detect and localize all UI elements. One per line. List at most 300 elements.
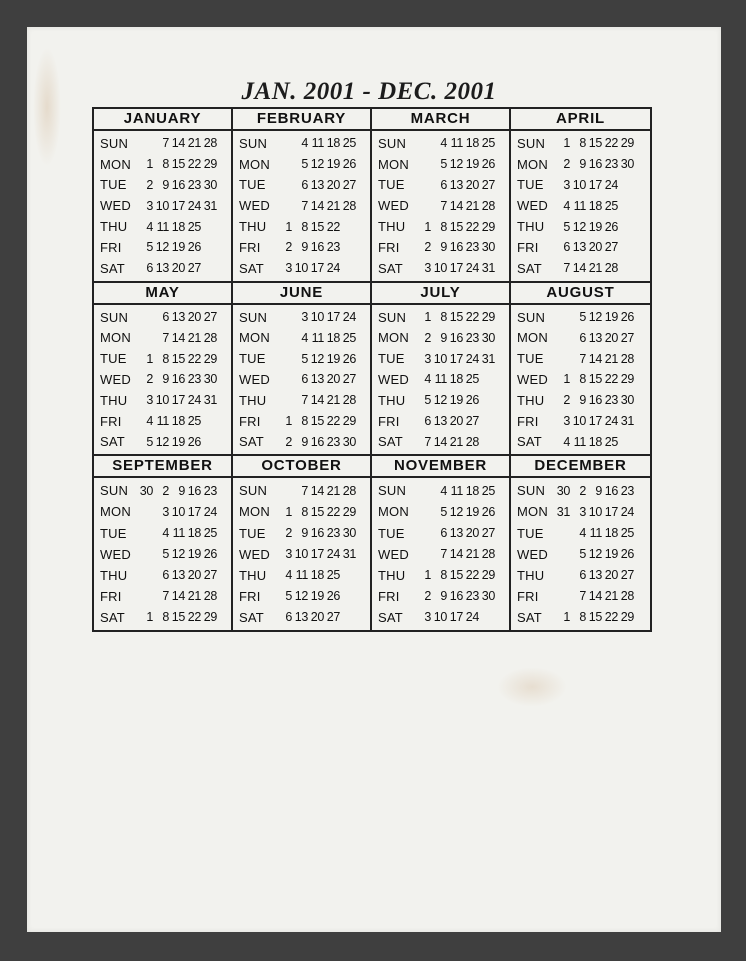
date-number: 21 bbox=[187, 136, 201, 151]
weekday-label: TUE bbox=[378, 177, 405, 193]
date-number: 8 bbox=[162, 157, 169, 172]
date-number: 8 bbox=[440, 219, 447, 234]
date-number: 29 bbox=[342, 414, 356, 429]
date-number: 22 bbox=[187, 157, 201, 172]
date-number: 26 bbox=[187, 434, 201, 449]
date-number: 29 bbox=[620, 372, 634, 387]
date-number: 20 bbox=[326, 372, 340, 387]
date-number: 29 bbox=[203, 351, 217, 366]
date-number: 27 bbox=[342, 372, 356, 387]
date-number: 20 bbox=[326, 177, 340, 192]
date-number: 21 bbox=[326, 483, 340, 498]
date-number: 10 bbox=[155, 393, 169, 408]
date-number: 23 bbox=[465, 240, 479, 255]
weekday-row bbox=[378, 523, 506, 543]
date-number: 3 bbox=[563, 177, 570, 192]
date-number: 22 bbox=[604, 372, 618, 387]
weekday-label: MON bbox=[517, 504, 548, 520]
weekday-label: SUN bbox=[378, 483, 407, 499]
weekday-row bbox=[378, 502, 506, 522]
date-number: 14 bbox=[171, 330, 185, 345]
date-number: 7 bbox=[162, 589, 169, 604]
weekday-row bbox=[239, 349, 367, 369]
date-number: 3 bbox=[563, 414, 570, 429]
date-number: 11 bbox=[589, 526, 602, 541]
weekday-label: MON bbox=[239, 330, 270, 346]
date-number: 1 bbox=[285, 504, 292, 519]
date-number: 16 bbox=[449, 589, 463, 604]
date-number: 8 bbox=[301, 219, 308, 234]
date-number: 15 bbox=[310, 504, 324, 519]
date-number: 18 bbox=[588, 434, 602, 449]
date-number: 29 bbox=[481, 219, 495, 234]
month-name: JANUARY bbox=[94, 109, 231, 131]
date-number: 24 bbox=[203, 504, 217, 519]
date-number: 28 bbox=[342, 483, 356, 498]
date-number: 6 bbox=[285, 610, 292, 625]
date-number: 14 bbox=[572, 261, 586, 276]
date-number: 6 bbox=[440, 177, 447, 192]
weekday-row bbox=[517, 607, 647, 627]
date-number: 30 bbox=[342, 526, 356, 541]
date-number: 29 bbox=[481, 568, 495, 583]
date-number: 29 bbox=[620, 136, 634, 151]
weekday-label: THU bbox=[517, 392, 545, 408]
weekday-row bbox=[239, 175, 367, 195]
date-number: 10 bbox=[294, 261, 308, 276]
weekday-label: TUE bbox=[100, 525, 127, 541]
date-number: 5 bbox=[162, 547, 169, 562]
weekday-label: WED bbox=[100, 546, 131, 562]
date-number: 22 bbox=[465, 568, 479, 583]
month-name: DECEMBER bbox=[511, 456, 650, 478]
date-number: 8 bbox=[440, 310, 447, 325]
month-days bbox=[372, 131, 509, 281]
date-number: 18 bbox=[588, 198, 602, 213]
weekday-row bbox=[239, 237, 367, 257]
date-number: 19 bbox=[465, 157, 479, 172]
weekday-row bbox=[239, 544, 367, 564]
weekday-label: MON bbox=[517, 156, 548, 172]
weekday-row bbox=[378, 544, 506, 564]
date-number: 25 bbox=[203, 526, 217, 541]
weekday-row bbox=[100, 586, 228, 606]
weekday-row bbox=[517, 175, 647, 195]
date-number: 4 bbox=[440, 136, 447, 151]
date-number: 7 bbox=[579, 351, 586, 366]
date-number: 8 bbox=[162, 610, 169, 625]
weekday-label: WED bbox=[239, 198, 270, 214]
weekday-label: THU bbox=[100, 392, 128, 408]
date-number: 15 bbox=[449, 310, 463, 325]
date-number: 16 bbox=[310, 434, 324, 449]
weekday-label: WED bbox=[517, 546, 548, 562]
date-number: 24 bbox=[465, 261, 479, 276]
weekday-label: WED bbox=[517, 198, 548, 214]
date-number: 23 bbox=[326, 240, 340, 255]
weekday-row bbox=[239, 523, 367, 543]
date-number: 11 bbox=[573, 198, 586, 213]
date-number: 26 bbox=[465, 393, 479, 408]
date-number: 2 bbox=[579, 483, 586, 498]
date-number: 12 bbox=[588, 310, 602, 325]
weekday-row bbox=[239, 607, 367, 627]
weekday-row bbox=[378, 586, 506, 606]
date-number: 27 bbox=[465, 414, 479, 429]
weekday-row bbox=[378, 154, 506, 174]
date-number: 19 bbox=[171, 434, 185, 449]
weekday-label: WED bbox=[378, 198, 409, 214]
weekday-label: MON bbox=[100, 330, 131, 346]
month-block bbox=[511, 109, 650, 283]
date-number: 18 bbox=[449, 372, 463, 387]
weekday-label: SAT bbox=[517, 609, 542, 625]
date-number: 24 bbox=[187, 198, 201, 213]
date-number: 16 bbox=[449, 240, 463, 255]
date-number: 30 bbox=[139, 483, 153, 498]
date-number: 17 bbox=[604, 504, 618, 519]
date-number: 25 bbox=[187, 219, 201, 234]
date-number: 8 bbox=[440, 568, 447, 583]
date-number: 25 bbox=[481, 483, 495, 498]
weekday-row bbox=[239, 307, 367, 327]
weekday-row bbox=[378, 369, 506, 389]
weekday-label: TUE bbox=[239, 177, 266, 193]
date-number: 6 bbox=[162, 568, 169, 583]
month-days bbox=[372, 305, 509, 455]
weekday-label: TUE bbox=[239, 525, 266, 541]
date-number: 15 bbox=[310, 219, 324, 234]
date-number: 19 bbox=[588, 219, 602, 234]
date-number: 28 bbox=[203, 589, 217, 604]
weekday-row bbox=[100, 307, 228, 327]
weekday-label: FRI bbox=[378, 413, 400, 429]
date-number: 15 bbox=[310, 414, 324, 429]
date-number: 5 bbox=[579, 310, 586, 325]
date-number: 12 bbox=[433, 393, 447, 408]
date-number: 24 bbox=[465, 610, 479, 625]
weekday-row bbox=[517, 565, 647, 585]
weekday-label: TUE bbox=[378, 525, 405, 541]
date-number: 30 bbox=[481, 240, 495, 255]
weekday-row bbox=[517, 481, 647, 501]
date-number: 11 bbox=[434, 372, 447, 387]
date-number: 24 bbox=[342, 310, 356, 325]
weekday-label: SAT bbox=[239, 260, 264, 276]
weekday-label: FRI bbox=[239, 239, 261, 255]
date-number: 22 bbox=[465, 219, 479, 234]
month-block bbox=[372, 283, 511, 457]
weekday-row bbox=[100, 390, 228, 410]
date-number: 26 bbox=[620, 310, 634, 325]
date-number: 4 bbox=[440, 483, 447, 498]
weekday-label: MON bbox=[239, 504, 270, 520]
date-number: 12 bbox=[171, 547, 185, 562]
weekday-row bbox=[517, 544, 647, 564]
date-number: 29 bbox=[342, 504, 356, 519]
weekday-row bbox=[517, 133, 647, 153]
date-number: 9 bbox=[579, 393, 586, 408]
weekday-row bbox=[239, 586, 367, 606]
date-number: 22 bbox=[465, 310, 479, 325]
date-number: 30 bbox=[556, 483, 570, 498]
weekday-row bbox=[239, 481, 367, 501]
weekday-label: FRI bbox=[378, 239, 400, 255]
date-number: 1 bbox=[285, 414, 292, 429]
date-number: 4 bbox=[146, 414, 153, 429]
date-number: 3 bbox=[162, 504, 169, 519]
date-number: 30 bbox=[620, 157, 634, 172]
weekday-label: TUE bbox=[378, 351, 405, 367]
date-number: 24 bbox=[326, 261, 340, 276]
date-number: 14 bbox=[588, 589, 602, 604]
date-number: 31 bbox=[342, 547, 356, 562]
weekday-label: THU bbox=[239, 567, 267, 583]
date-number: 22 bbox=[604, 136, 618, 151]
date-number: 30 bbox=[203, 372, 217, 387]
date-number: 26 bbox=[187, 240, 201, 255]
date-number: 31 bbox=[620, 414, 634, 429]
weekday-label: THU bbox=[378, 219, 406, 235]
weekday-row bbox=[100, 133, 228, 153]
date-number: 18 bbox=[465, 136, 479, 151]
date-number: 7 bbox=[424, 434, 431, 449]
weekday-row bbox=[239, 390, 367, 410]
date-number: 17 bbox=[171, 393, 185, 408]
month-name: JUNE bbox=[233, 283, 370, 305]
weekday-label: THU bbox=[100, 219, 128, 235]
date-number: 6 bbox=[301, 177, 308, 192]
date-number: 17 bbox=[171, 198, 185, 213]
month-days bbox=[94, 131, 231, 281]
date-number: 17 bbox=[449, 610, 463, 625]
date-number: 17 bbox=[449, 261, 463, 276]
date-number: 26 bbox=[326, 589, 340, 604]
date-number: 13 bbox=[294, 610, 308, 625]
date-number: 26 bbox=[481, 504, 495, 519]
date-number: 5 bbox=[563, 219, 570, 234]
date-number: 3 bbox=[579, 504, 586, 519]
weekday-row bbox=[100, 369, 228, 389]
date-number: 16 bbox=[588, 157, 602, 172]
date-number: 9 bbox=[595, 483, 602, 498]
weekday-label: TUE bbox=[517, 177, 544, 193]
weekday-row bbox=[239, 411, 367, 431]
weekday-row bbox=[378, 349, 506, 369]
weekday-row bbox=[100, 154, 228, 174]
date-number: 3 bbox=[301, 310, 308, 325]
weekday-row bbox=[378, 390, 506, 410]
weekday-label: WED bbox=[517, 371, 548, 387]
month-block bbox=[94, 109, 233, 283]
date-number: 6 bbox=[146, 261, 153, 276]
date-number: 5 bbox=[440, 157, 447, 172]
date-number: 19 bbox=[449, 393, 463, 408]
weekday-row bbox=[378, 175, 506, 195]
date-number: 31 bbox=[556, 504, 570, 519]
date-number: 27 bbox=[620, 568, 634, 583]
date-number: 14 bbox=[449, 198, 463, 213]
date-number: 10 bbox=[433, 610, 447, 625]
weekday-row bbox=[517, 328, 647, 348]
date-number: 19 bbox=[326, 157, 340, 172]
date-number: 13 bbox=[171, 310, 185, 325]
weekday-row bbox=[100, 217, 228, 237]
month-days bbox=[511, 478, 650, 630]
weekday-label: FRI bbox=[517, 239, 539, 255]
date-number: 22 bbox=[604, 610, 618, 625]
date-number: 7 bbox=[162, 330, 169, 345]
date-number: 15 bbox=[171, 157, 185, 172]
weekday-row bbox=[378, 258, 506, 278]
weekday-row bbox=[517, 502, 647, 522]
weekday-row bbox=[100, 607, 228, 627]
date-number: 17 bbox=[310, 547, 324, 562]
date-number: 3 bbox=[146, 198, 153, 213]
weekday-label: FRI bbox=[100, 413, 122, 429]
date-number: 3 bbox=[424, 261, 431, 276]
date-number: 15 bbox=[588, 372, 602, 387]
weekday-label: WED bbox=[378, 546, 409, 562]
date-number: 21 bbox=[187, 589, 201, 604]
date-number: 21 bbox=[326, 198, 340, 213]
date-number: 9 bbox=[301, 240, 308, 255]
date-number: 1 bbox=[424, 568, 431, 583]
date-number: 21 bbox=[588, 261, 602, 276]
date-number: 29 bbox=[203, 157, 217, 172]
date-number: 1 bbox=[563, 372, 570, 387]
date-number: 9 bbox=[440, 240, 447, 255]
date-number: 31 bbox=[481, 351, 495, 366]
date-number: 30 bbox=[620, 393, 634, 408]
weekday-row bbox=[378, 481, 506, 501]
weekday-row bbox=[378, 196, 506, 216]
month-name: JULY bbox=[372, 283, 509, 305]
weekday-row bbox=[517, 258, 647, 278]
weekday-label: FRI bbox=[517, 413, 539, 429]
date-number: 20 bbox=[310, 610, 324, 625]
date-number: 28 bbox=[620, 589, 634, 604]
date-number: 31 bbox=[203, 198, 217, 213]
date-number: 6 bbox=[579, 568, 586, 583]
weekday-label: SUN bbox=[517, 483, 546, 499]
weekday-row bbox=[100, 544, 228, 564]
date-number: 2 bbox=[424, 240, 431, 255]
weekday-row bbox=[100, 481, 228, 501]
weekday-label: THU bbox=[378, 567, 406, 583]
weekday-label: FRI bbox=[100, 239, 122, 255]
weekday-label: THU bbox=[100, 567, 128, 583]
weekday-label: MON bbox=[378, 156, 409, 172]
weekday-row bbox=[239, 565, 367, 585]
weekday-label: THU bbox=[378, 392, 406, 408]
date-number: 25 bbox=[604, 434, 618, 449]
month-block bbox=[233, 283, 372, 457]
date-number: 24 bbox=[465, 351, 479, 366]
date-number: 3 bbox=[424, 351, 431, 366]
date-number: 29 bbox=[203, 610, 217, 625]
date-number: 26 bbox=[620, 547, 634, 562]
weekday-label: SAT bbox=[100, 434, 125, 450]
date-number: 1 bbox=[563, 136, 570, 151]
month-block bbox=[372, 109, 511, 283]
date-number: 23 bbox=[465, 589, 479, 604]
date-number: 20 bbox=[187, 568, 201, 583]
weekday-label: MON bbox=[517, 330, 548, 346]
date-number: 25 bbox=[326, 568, 340, 583]
weekday-label: SAT bbox=[239, 609, 264, 625]
date-number: 20 bbox=[171, 261, 185, 276]
date-number: 6 bbox=[424, 414, 431, 429]
date-number: 12 bbox=[588, 547, 602, 562]
date-number: 11 bbox=[450, 136, 463, 151]
weekday-row bbox=[517, 237, 647, 257]
date-number: 28 bbox=[203, 136, 217, 151]
date-number: 22 bbox=[326, 219, 340, 234]
month-name: FEBRUARY bbox=[233, 109, 370, 131]
date-number: 25 bbox=[465, 372, 479, 387]
date-number: 20 bbox=[604, 568, 618, 583]
date-number: 1 bbox=[285, 219, 292, 234]
weekday-row bbox=[239, 196, 367, 216]
date-number: 5 bbox=[301, 157, 308, 172]
date-number: 27 bbox=[326, 610, 340, 625]
date-number: 9 bbox=[178, 483, 185, 498]
date-number: 25 bbox=[342, 136, 356, 151]
calendar-grid bbox=[92, 107, 652, 632]
date-number: 1 bbox=[146, 351, 153, 366]
date-number: 23 bbox=[187, 177, 201, 192]
date-number: 12 bbox=[310, 157, 324, 172]
weekday-row bbox=[239, 432, 367, 452]
date-number: 2 bbox=[563, 393, 570, 408]
weekday-label: SAT bbox=[517, 434, 542, 450]
date-number: 8 bbox=[301, 414, 308, 429]
date-number: 5 bbox=[579, 547, 586, 562]
date-number: 4 bbox=[146, 219, 153, 234]
date-number: 5 bbox=[146, 434, 153, 449]
month-days bbox=[511, 131, 650, 281]
weekday-label: SAT bbox=[378, 260, 403, 276]
date-number: 20 bbox=[465, 526, 479, 541]
weekday-label: SUN bbox=[517, 309, 546, 325]
weekday-label: TUE bbox=[239, 351, 266, 367]
date-number: 16 bbox=[310, 526, 324, 541]
date-number: 18 bbox=[171, 219, 185, 234]
date-number: 27 bbox=[203, 310, 217, 325]
date-number: 13 bbox=[572, 240, 586, 255]
paper-stain bbox=[33, 47, 61, 167]
month-name: MARCH bbox=[372, 109, 509, 131]
date-number: 6 bbox=[563, 240, 570, 255]
date-number: 16 bbox=[604, 483, 618, 498]
month-name: APRIL bbox=[511, 109, 650, 131]
date-number: 4 bbox=[563, 198, 570, 213]
date-number: 9 bbox=[440, 330, 447, 345]
date-number: 30 bbox=[203, 177, 217, 192]
date-number: 14 bbox=[588, 351, 602, 366]
date-number: 17 bbox=[187, 504, 201, 519]
weekday-label: WED bbox=[100, 198, 131, 214]
date-number: 21 bbox=[604, 589, 618, 604]
weekday-row bbox=[239, 217, 367, 237]
date-number: 28 bbox=[620, 351, 634, 366]
weekday-row bbox=[378, 237, 506, 257]
month-days bbox=[233, 305, 370, 455]
month-name: MAY bbox=[94, 283, 231, 305]
date-number: 5 bbox=[301, 351, 308, 366]
weekday-row bbox=[378, 432, 506, 452]
